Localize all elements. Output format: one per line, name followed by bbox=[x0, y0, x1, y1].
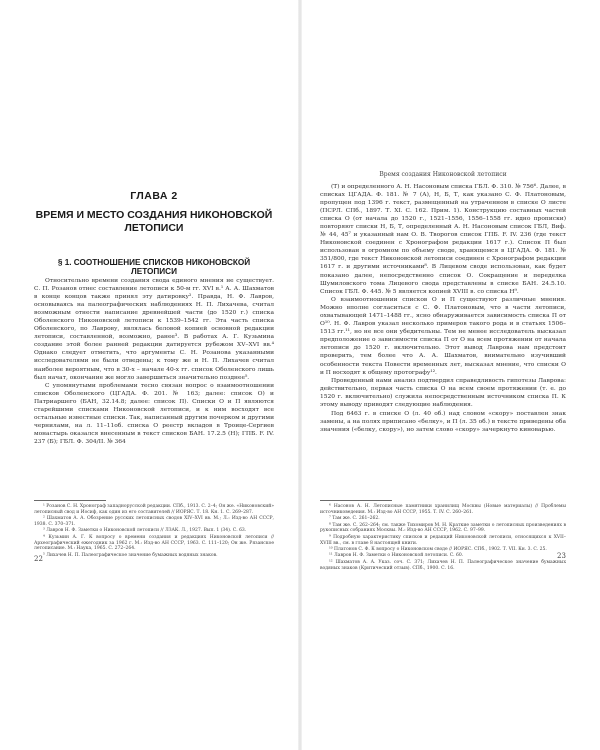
chapter-heading bbox=[34, 190, 274, 235]
footnote: ⁸ Там же. С. 262–264; см. также Тихомиров М. Н. Краткие заметки о летописных произведениях в рукописных собраниях Москвы. М.: Изд-во АН СССР, 1962. С. 97–99. bbox=[320, 522, 566, 534]
paragraph: С упомянутыми проблемами тесно связан вопрос о взаимоотношении списков Оболенского (ЦГАДА. Ф. 201. № 163; далее: список О) и Патриаршего (БАН, 32.14.8; далее: список П). Списки О и П являются старейшими списками Никоновской летописи, и к ним восходят все остальные известные списки. Так, написанный другим почерком и другими чернилами, на л. 11–11об. списка О реестр вкладов в Троице-Сергиев монастырь оказался внесенным в текст списков БАН. 17.2.5 (Н); ГПБ. F. IV. 237 (Б); ГБЛ. Ф. 304/II. № 364 bbox=[34, 383, 274, 446]
footnote: ⁹ Подробную характеристику списков и редакций Никоновской летописи, относящихся к XVII–XVIII вв., см. в главе 8 настоящей книги. bbox=[320, 534, 566, 546]
footnote: ³ Лавров Н. Ф. Заметки о Никоновской летописи // ЛЗАК. Л., 1927. Вып. 1 (34). С. 63. bbox=[43, 528, 247, 534]
section-title: § 1. СООТНОШЕНИЕ СПИСКОВ НИКОНОВСКОЙ ЛЕТОПИСИ bbox=[57, 258, 251, 276]
left-body-text bbox=[34, 277, 274, 446]
footnote: ⁷ Там же. С. 261–262. bbox=[329, 516, 380, 522]
paragraph: Относительно времени создания свода единого мнения не существует. С. П. Розанов отнес составление летописи к 50-м гг. XVI в.¹ А. А. Шахматов в конце концов также принял эту датировку². Правда, Н. Ф. Лавров, основываясь на палеографических наблюдениях Н. П. Лихачева, считал возможным отнести написание древнейшей части (до 1520 г.) списка Оболенского Никоновской летописи к 1539–1542 гг. Эта часть списка Оболенского, по Лаврову, являлась беловой копией основной редакции летописи, составленной, возможно, ранее³. В работах А. Г. Кузьмина создание этой более ранней редакции датируется рубежом XV–XVI вв.⁴ Однако следует отметить, что аргументы С. Н. Розанова указанными исследователями не были отведены; к тому же и Н. П. Лихачев считал наиболее вероятным, что в 30-х – начале 40-х гг. список Оболенского лишь был начат, окончание же могло завершиться значительно позднее⁵. bbox=[34, 278, 274, 381]
page-number: 22 bbox=[34, 555, 43, 563]
right-body-text bbox=[320, 183, 566, 434]
running-head: Время создания Никоновской летописи bbox=[379, 171, 507, 178]
footnote: ⁵ Лихачев Н. П. Палеографическое значение бумажных водяных знаков. bbox=[43, 552, 218, 558]
footnote: ¹² Шахматов А. А. Указ. соч. С. 371; Лихачев Н. П. Палеографическое значение бумажных водяных знаков (Критический отзыв). СПб., 1900. С. 16. bbox=[320, 559, 566, 571]
footnote: ¹⁰ Платонов С. Ф. К вопросу о Никоновском своде // ИОРЯС. СПб., 1902. Т. VII. Кн. 3. С. 25. bbox=[329, 547, 547, 552]
footnote: ¹ Розанов С. Н. Хронограф западнорусской редакции. СПб., 1913. С. 2–4; Он же. «Никоновский» летописный свод и Иосиф, как один из его составителей // ИОРЯС. Т. 18. Кн. 1. С. 269–287. bbox=[34, 504, 274, 515]
right-page bbox=[300, 0, 600, 750]
page-number: 23 bbox=[557, 552, 566, 560]
paragraph: О взаимоотношении списков О и П существуют различные мнения. Можно вполне согласиться с С. Ф. Платоновым, что в части летописи, охватывающей 1471–1488 гг., ясно обнаруживается зависимость списка П от О¹⁰. Н. Ф. Лавров указал несколько примеров такого рода и в статьях 1506–1513 гг.¹¹, но не все они убедительны. Тем не менее исследователь высказал предположение о зависимости списка П от О на всем протяжении от начала летописи до 1520 г. включительно. Этот вывод Лаврова нам предстоит проверить, тем более что А. А. Шахматов, внимательно изучивший особенности текста Повести временных лет, высказал мнение, что списки О и П восходят к общему протографу¹². bbox=[320, 297, 566, 376]
footnote: ¹¹ Лавров Н. Ф. Заметки о Никоновской летописи. С. 60. bbox=[329, 553, 464, 559]
footnote: ⁶ Насонов А. Н. Летописные памятники хранилищ Москвы (Новые материалы) // Проблемы источниковедения. М.: Изд-во АН СССР, 1955. Т. IV. С. 260–261. bbox=[320, 504, 566, 515]
paragraph: Под 6463 г. в списке О (л. 40 об.) над словом «скору» поставлен знак замены, а на полях приписано «белку», и П (л. 35 об.) в тексте приведены оба значения («белку, скору»), но затем слово «скору» зачеркнуто киноварью. bbox=[320, 410, 566, 433]
chapter-label: ГЛАВА 2 bbox=[130, 190, 178, 202]
right-footnotes bbox=[320, 504, 566, 572]
chapter-title: ВРЕМЯ И МЕСТО СОЗДАНИЯ НИКОНОВСКОЙ ЛЕТОПИСИ bbox=[35, 209, 273, 234]
footnote-rule bbox=[34, 500, 106, 501]
left-footnotes bbox=[34, 504, 274, 559]
footnote: ⁴ Кузьмин А. Г. К вопросу о времени создания и редакциях Никоновской летописи // Археографический ежегодник за 1962 г. М.: Изд-во АН СССР, 1963. С. 111–120; Он же. Рязанское летописание. М.: Наука, 1965. С. 272–264. bbox=[34, 534, 274, 552]
footnote-rule bbox=[320, 500, 392, 501]
footnote: ² Шахматов А. А. Обозрение русских летописных сводов XIV–XVI вв. М.; Л.: Изд-во АН СССР, 1938. С. 370–371. bbox=[34, 516, 274, 527]
paragraph: (Т) и определенного А. Н. Насоновым списка ГБЛ. Ф. 310. № 756⁶. Далее, в списках ЦГАДА. Ф. 181. № 7 (А), Н, Б, Т, как указано С. Ф. Платоновым, пропущен под 1396 г. текст, размещенный на утраченном в списке О листе (ПСРЛ. СПб., 1897. Т. XI. С. 162. Прим. 1). Конструкцию составных частей списка О (от начала до 1520 г., 1521–1556, 1556–1558 гг. идно прописки) повторяют списки Н, Б, Т, определенный А. Н. Насоновым список ГБЛ, Виф. № 44, 45⁷ и указанный нам О. В. Творогов список ГПБ. F. IV. 236 (где текст Никоновской соединен с Хронографом редакции 1617 г.). Список П был использован в огромном по объему своде, хранящемся в ЦГАДА. Ф. 181. № 351/800, где текст Никоновской летописи соединен с Хронографом редакции 1617 г. и другими источниками⁸. В Лицевом своде использован, как будет показано далее, непосредственно список О. Сокращение и переделка Шумиловского тома Лицевого свода представлены в списке БАН. 24.5.10. Список ГБЛ. Ф. 445. № 5 является копией XVIII в. со списка Н⁹. bbox=[320, 184, 566, 295]
paragraph: Проведенный нами анализ подтвердил справедливость гипотезы Лаврова: действительно, первая часть списка О на всем своем протяжении (т. е. до 1520 г. включительно) служила непосредственным источником списка П. К этому выводу приводят следующие наблюдения. bbox=[320, 378, 566, 409]
